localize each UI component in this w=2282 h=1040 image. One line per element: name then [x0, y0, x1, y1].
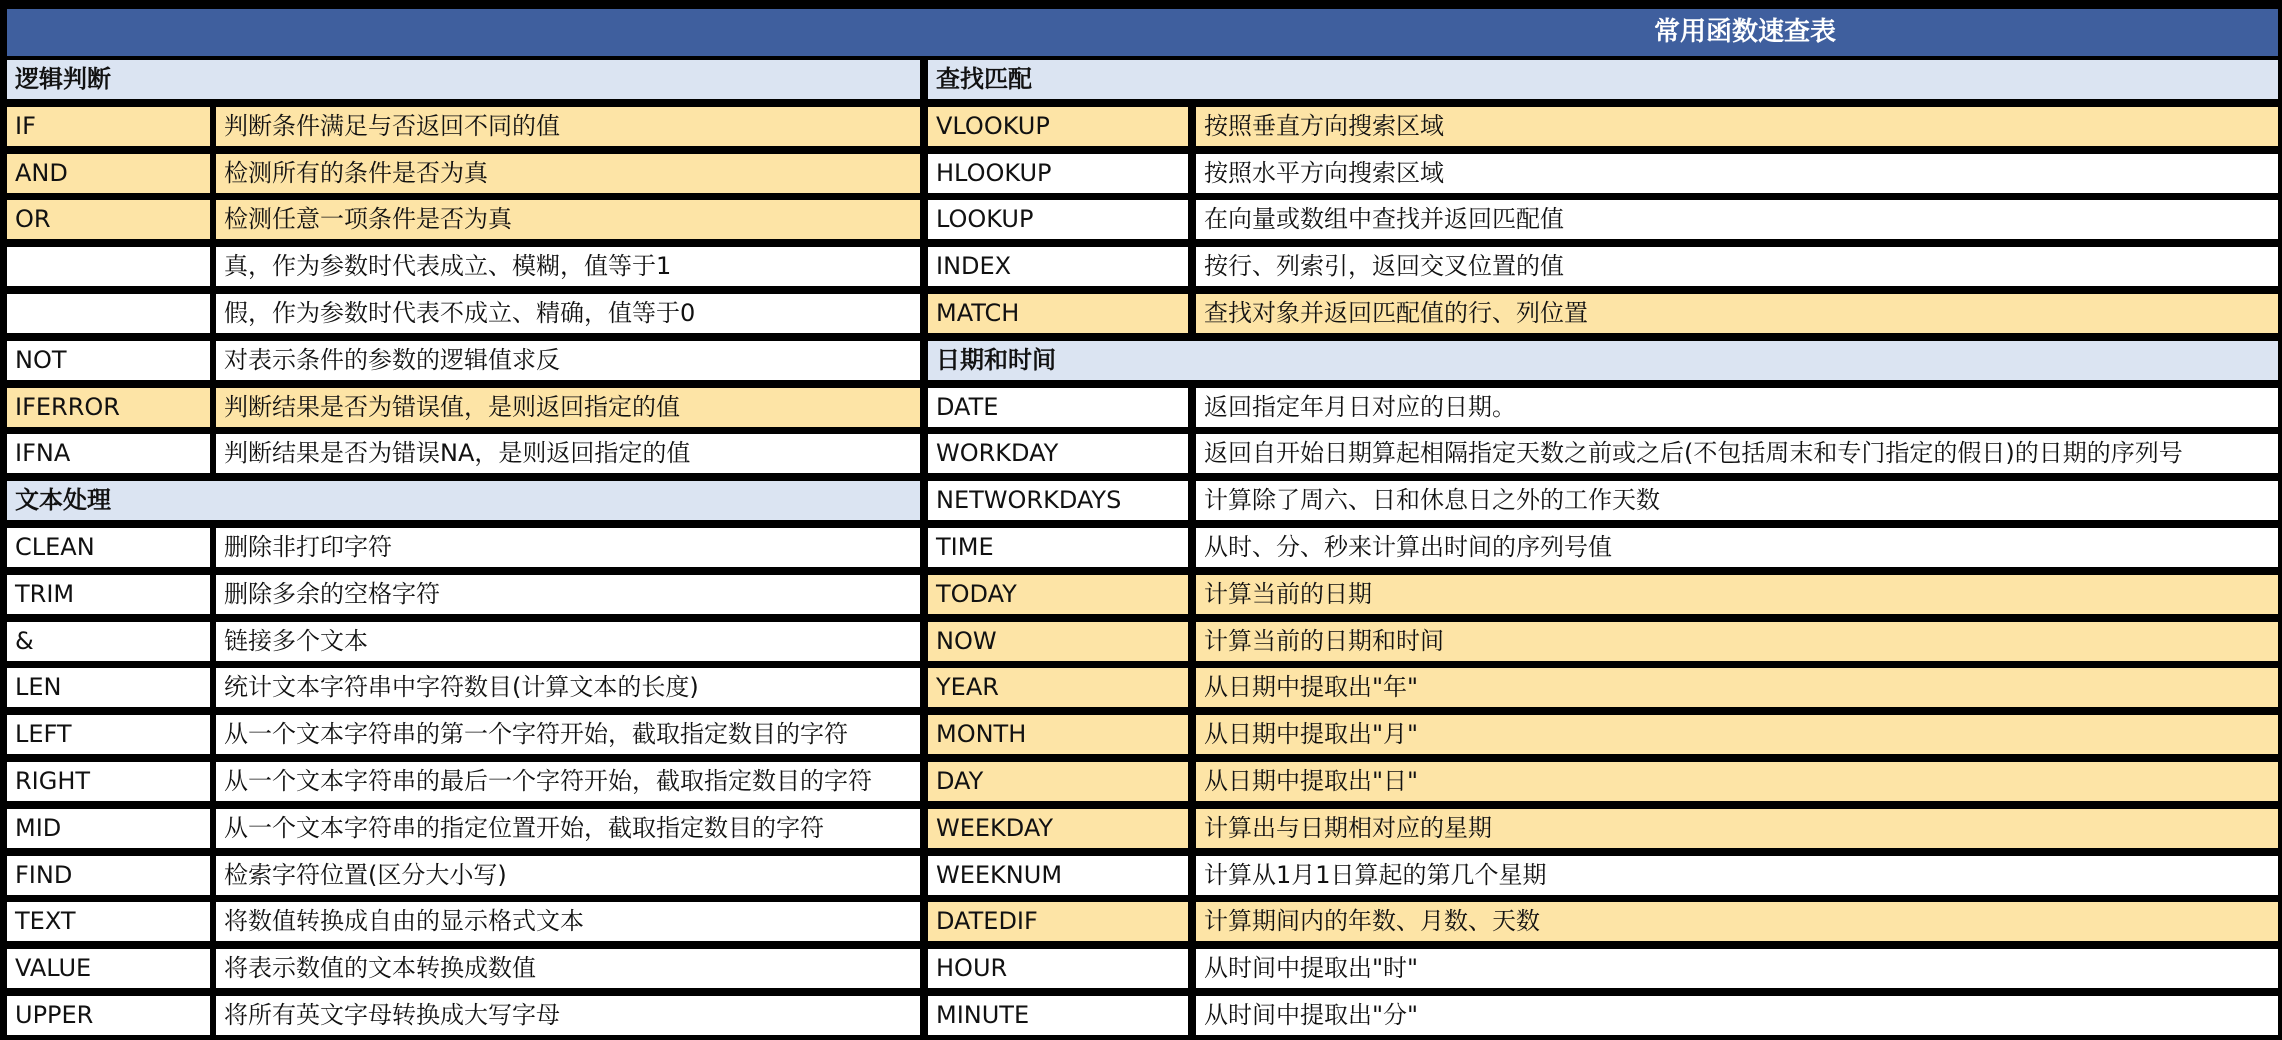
function-name-cell[interactable]: WEEKDAY — [928, 809, 1188, 848]
function-description-cell[interactable]: 从时间中提取出"时" — [1196, 949, 2278, 988]
function-description-cell[interactable]: 检索字符位置(区分大小写) — [216, 856, 920, 895]
function-name-cell[interactable]: TIME — [928, 528, 1188, 567]
function-description-cell[interactable]: 统计文本字符串中字符数目(计算文本的长度) — [216, 668, 920, 707]
function-name-cell[interactable]: AND — [7, 154, 210, 193]
function-description-cell[interactable]: 真，作为参数时代表成立、模糊，值等于1 — [216, 247, 920, 286]
function-description-cell[interactable]: 对表示条件的参数的逻辑值求反 — [216, 341, 920, 380]
function-description-cell[interactable]: 查找对象并返回匹配值的行、列位置 — [1196, 294, 2278, 333]
function-name-cell[interactable]: HLOOKUP — [928, 154, 1188, 193]
function-name-cell[interactable]: & — [7, 622, 210, 661]
table-row — [0, 247, 2282, 286]
section-header-cell[interactable]: 日期和时间 — [928, 341, 2278, 380]
function-description-cell[interactable]: 从一个文本字符串的最后一个字符开始，截取指定数目的字符 — [216, 762, 920, 801]
table-row — [0, 294, 2282, 333]
function-name-cell[interactable]: VLOOKUP — [928, 107, 1188, 146]
function-description-cell[interactable]: 检测所有的条件是否为真 — [216, 154, 920, 193]
function-name-cell[interactable]: IF — [7, 107, 210, 146]
function-name-cell[interactable]: MATCH — [928, 294, 1188, 333]
function-description-cell[interactable]: 从时间中提取出"分" — [1196, 996, 2278, 1035]
table-row — [0, 949, 2282, 988]
bottom-row-edge — [0, 1035, 2282, 1040]
function-name-cell[interactable]: RIGHT — [7, 762, 210, 801]
function-name-cell[interactable]: NOT — [7, 341, 210, 380]
section-header — [0, 341, 2282, 380]
section-header — [0, 60, 2282, 99]
function-name-cell[interactable]: DATEDIF — [928, 902, 1188, 941]
function-description-cell[interactable]: 判断结果是否为错误值，是则返回指定的值 — [216, 388, 920, 427]
function-name-cell[interactable]: LOOKUP — [928, 200, 1188, 239]
table-row — [0, 388, 2282, 427]
table-row — [0, 996, 2282, 1035]
function-description-cell[interactable]: 按照水平方向搜索区域 — [1196, 154, 2278, 193]
function-description-cell[interactable]: 按行、列索引，返回交叉位置的值 — [1196, 247, 2278, 286]
table-row — [0, 200, 2282, 239]
table-row — [0, 575, 2282, 614]
function-name-cell[interactable]: OR — [7, 200, 210, 239]
function-description-cell[interactable]: 从一个文本字符串的指定位置开始，截取指定数目的字符 — [216, 809, 920, 848]
function-description-cell[interactable]: 返回自开始日期算起相隔指定天数之前或之后(不包括周末和专门指定的假日)的日期的序列号 — [1196, 434, 2278, 473]
function-description-cell[interactable]: 删除非打印字符 — [216, 528, 920, 567]
function-name-cell[interactable]: VALUE — [7, 949, 210, 988]
table-row — [0, 434, 2282, 473]
function-description-cell[interactable]: 将表示数值的文本转换成数值 — [216, 949, 920, 988]
function-name-cell[interactable]: LEN — [7, 668, 210, 707]
function-description-cell[interactable]: 计算出与日期相对应的星期 — [1196, 809, 2278, 848]
function-description-cell[interactable]: 计算从1月1日算起的第几个星期 — [1196, 856, 2278, 895]
function-name-cell[interactable]: FIND — [7, 856, 210, 895]
section-header-cell[interactable]: 文本处理 — [7, 481, 920, 520]
section-header-cell[interactable]: 逻辑判断 — [7, 60, 920, 99]
function-name-cell[interactable]: UPPER — [7, 996, 210, 1035]
function-description-cell[interactable]: 计算除了周六、日和休息日之外的工作天数 — [1196, 481, 2278, 520]
function-description-cell[interactable]: 从日期中提取出"日" — [1196, 762, 2278, 801]
function-name-cell[interactable]: MINUTE — [928, 996, 1188, 1035]
function-name-cell[interactable]: LEFT — [7, 715, 210, 754]
function-description-cell[interactable]: 链接多个文本 — [216, 622, 920, 661]
table-row — [0, 809, 2282, 848]
function-description-cell[interactable]: 按照垂直方向搜索区域 — [1196, 107, 2278, 146]
table-row — [0, 762, 2282, 801]
function-description-cell[interactable]: 计算当前的日期 — [1196, 575, 2278, 614]
function-description-cell[interactable]: 判断条件满足与否返回不同的值 — [216, 107, 920, 146]
table-row — [0, 154, 2282, 193]
sheet-title: 常用函数速查表 — [1653, 17, 1836, 47]
function-name-cell[interactable]: WORKDAY — [928, 434, 1188, 473]
function-name-cell[interactable]: HOUR — [928, 949, 1188, 988]
function-description-cell[interactable]: 计算期间内的年数、月数、天数 — [1196, 902, 2278, 941]
function-description-cell[interactable]: 假，作为参数时代表不成立、精确，值等于0 — [216, 294, 920, 333]
function-name-cell[interactable]: DAY — [928, 762, 1188, 801]
function-name-cell[interactable]: CLEAN — [7, 528, 210, 567]
table-row — [0, 856, 2282, 895]
function-name-cell[interactable]: INDEX — [928, 247, 1188, 286]
function-name-cell[interactable]: WEEKNUM — [928, 856, 1188, 895]
function-name-cell[interactable]: IFNA — [7, 434, 210, 473]
function-description-cell[interactable]: 返回指定年月日对应的日期。 — [1196, 388, 2278, 427]
section-header-cell[interactable]: 查找匹配 — [928, 60, 2278, 99]
function-description-cell[interactable]: 从日期中提取出"年" — [1196, 668, 2278, 707]
function-name-cell[interactable]: YEAR — [928, 668, 1188, 707]
function-description-cell[interactable]: 计算当前的日期和时间 — [1196, 622, 2278, 661]
function-name-cell[interactable]: NETWORKDAYS — [928, 481, 1188, 520]
function-description-cell[interactable]: 从日期中提取出"月" — [1196, 715, 2278, 754]
function-name-cell[interactable]: IFERROR — [7, 388, 210, 427]
function-description-cell[interactable]: 删除多余的空格字符 — [216, 575, 920, 614]
function-name-cell[interactable]: TODAY — [928, 575, 1188, 614]
function-name-cell[interactable]: TEXT — [7, 902, 210, 941]
table-row — [0, 668, 2282, 707]
table-row — [0, 902, 2282, 941]
function-name-cell[interactable]: MID — [7, 809, 210, 848]
function-name-cell[interactable]: TRIM — [7, 575, 210, 614]
function-name-cell[interactable]: DATE — [928, 388, 1188, 427]
function-description-cell[interactable]: 在向量或数组中查找并返回匹配值 — [1196, 200, 2278, 239]
function-name-cell[interactable]: MONTH — [928, 715, 1188, 754]
function-description-cell[interactable]: 判断结果是否为错误NA，是则返回指定的值 — [216, 434, 920, 473]
function-description-cell[interactable]: 从一个文本字符串的第一个字符开始，截取指定数目的字符 — [216, 715, 920, 754]
table-row — [0, 481, 2282, 520]
function-description-cell[interactable]: 将所有英文字母转换成大写字母 — [216, 996, 920, 1035]
table-row — [0, 528, 2282, 567]
function-name-cell[interactable]: NOW — [928, 622, 1188, 661]
title-bar[interactable] — [7, 9, 2278, 56]
function-description-cell[interactable]: 将数值转换成自由的显示格式文本 — [216, 902, 920, 941]
function-description-cell[interactable]: 检测任意一项条件是否为真 — [216, 200, 920, 239]
table-row — [0, 622, 2282, 661]
table-row — [0, 715, 2282, 754]
table-row — [0, 107, 2282, 146]
function-description-cell[interactable]: 从时、分、秒来计算出时间的序列号值 — [1196, 528, 2278, 567]
